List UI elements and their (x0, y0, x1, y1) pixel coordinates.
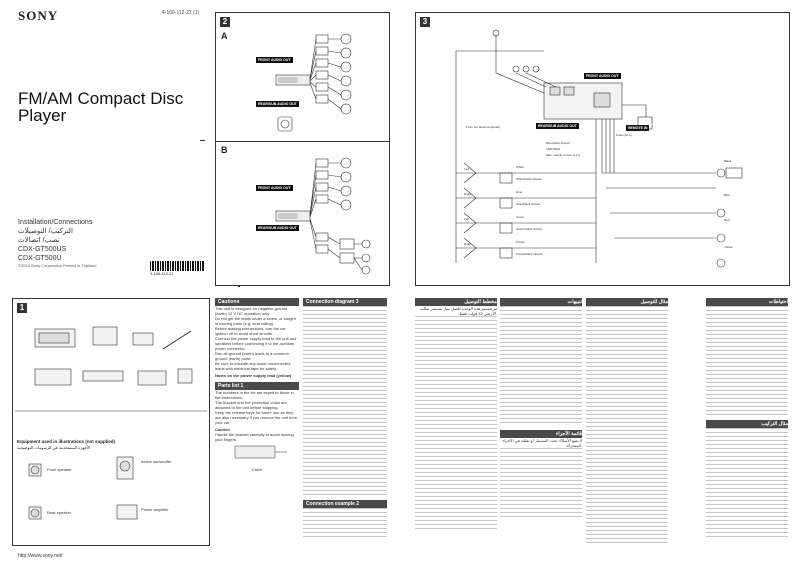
cautions-bullet-1: This unit is designed for negative ground (earth) 12 V DC operation only. (215, 306, 288, 316)
label-black: Black (724, 159, 732, 163)
col-cautions (215, 298, 299, 472)
ar-text-4 (586, 306, 668, 546)
product-title-text: FM/AM Compact Disc Player (18, 89, 184, 125)
product-title (18, 90, 193, 124)
ar-text-2 (500, 306, 582, 426)
panel-1-number: 1 (17, 303, 27, 313)
panel-2 (215, 12, 390, 286)
label-fuse: Fuse (10 A) (616, 133, 632, 137)
install-title: Installation/Connections (18, 219, 93, 226)
label-gray-black: Gray/black striped (516, 202, 541, 206)
barcode-number: 4-166-112-21 (150, 271, 174, 276)
connection-example-text (303, 508, 387, 538)
parts-list-label: Parts list (218, 383, 240, 389)
cautions-bullet-6: Be sure to insulate any loose unconnected leads with electrical tape for safety. (215, 361, 291, 371)
label-white: White (516, 165, 524, 169)
ar-text-1 (415, 316, 497, 531)
cautions-header: Cautions (215, 298, 299, 306)
brand-logo: SONY (18, 8, 59, 23)
ar-header-2: تنبيهات (500, 298, 582, 306)
ar-header-6: مثال التركيب (706, 420, 788, 428)
equipment-title-ar: الأجهزة المستخدمة في الرسومات التوضيحية (17, 445, 91, 450)
label-green: Green (516, 215, 525, 219)
caution-text: Handle the bracket carefully to avoid injuring your fingers. (215, 432, 294, 442)
tag-front-audio-out-b: FRONT AUDIO OUT (258, 186, 291, 190)
install-title-ar1: التركيب/ التوصيلات (18, 228, 73, 235)
label-red: Red (724, 218, 730, 222)
cut-mark (200, 140, 205, 141)
label-amp-rem: AMP REM (546, 147, 560, 151)
tag-rear-sub-audio-out-b: REAR/SUB AUDIO OUT (258, 226, 297, 230)
parts-bullet-1: The numbers in the list are keyed to those in the instructions. (215, 390, 294, 400)
cautions-bullet-5: Run all ground (earth) leads to a common ground (earth) point. (215, 351, 289, 361)
equip-rear-speaker: Rear speaker (47, 510, 72, 515)
model-2: CDX-GT500U (18, 255, 62, 262)
catch-label: Catch (251, 467, 263, 472)
label-right-1: Right (464, 192, 472, 196)
catch-drawing (215, 442, 299, 462)
tag-front-audio-out-a: FRONT AUDIO OUT (258, 58, 291, 62)
panel-3-number: 3 (420, 17, 430, 27)
doc-number: 4-166-112-21 (1) (162, 10, 200, 16)
tag-rear-sub-audio-out-a: REAR/SUB AUDIO OUT (258, 102, 297, 106)
panel-1 (12, 298, 210, 546)
panel-3 (415, 12, 790, 286)
parts-list-number: 1 (240, 383, 244, 389)
connection-diagram-text (303, 306, 387, 496)
col-ar-2 (500, 298, 582, 518)
label-white-black: White/black striped (516, 177, 542, 181)
col-ar-1 (415, 298, 497, 531)
label-purple: Purple (516, 240, 525, 244)
cautions-bullet-2: Do not get the leads under a screw, or caught in moving parts (e.g. seat railing). (215, 316, 296, 326)
panel-2-sub-b: B (221, 145, 228, 155)
connection-diagram-header (303, 298, 387, 306)
install-block (18, 218, 92, 263)
cautions-bullet-4: Connect the power supply lead to the unit and speakers before connecting it to the auxiliary power connector. (215, 336, 297, 351)
panel-1-drawing (13, 299, 209, 545)
panel-2-number: 2 (220, 17, 230, 27)
label-green-black: Green/black striped (516, 227, 543, 231)
ar-header-4: مثال للتوصيل (586, 298, 668, 306)
cautions-bullet-3: Before making connections, turn the car ignition off to avoid short circuits. (215, 326, 286, 336)
label-from-car-antenna: From car antenna (aerial) (466, 125, 500, 129)
tag-remote-in: REMOTE IN (628, 126, 648, 130)
equip-power-amplifier: Power amplifier (141, 507, 169, 512)
ar-text-6 (706, 428, 788, 538)
label-blue: Blue (724, 193, 731, 197)
ar-sample-1: تم تصميم هذه الوحدة للعمل بتيار مستمر سالب الأرضي 12 فولت فقط. (419, 306, 497, 316)
notes-heading: Notes on the power supply lead (yellow) (215, 373, 292, 378)
caution-heading: Caution (215, 427, 230, 432)
equipment-title: Equipment used in illustrations (not supplied) (17, 439, 116, 444)
ar-header-5: احتياطات (706, 298, 788, 306)
label-yellow: Yellow (724, 245, 733, 249)
label-left-2: Left (464, 217, 470, 221)
equip-active-subwoofer: Active subwoofer (141, 459, 172, 464)
panel-3-drawing (416, 13, 789, 285)
equip-front-speaker: Front speaker (47, 467, 72, 472)
sony-url: http://www.sony.net/ (18, 553, 63, 559)
col-connection (303, 298, 387, 538)
model-1: CDX-GT500US (18, 246, 67, 253)
parts-bullet-3: Keep the release keys for future use as they are also necessary if you remove the unit from your car. (215, 410, 298, 425)
panel-2-sub-a: A (221, 31, 228, 41)
connection-diagram-number: 3 (355, 299, 359, 305)
connection-example-label: Connection example (306, 501, 355, 507)
ar-text-5 (706, 306, 788, 416)
col-ar-3 (586, 298, 668, 546)
parts-bullet-2: The bracket and the protection collar are attached to the unit before shipping. (215, 400, 287, 410)
connection-example-number: 2 (356, 501, 360, 507)
label-right-2: Right (464, 242, 472, 246)
ar-sample-2: لا تضع الأسلاك تحت المسمار أو تعلقه في الأجزاء المتحركة. (502, 438, 582, 448)
label-gray: Gray (516, 190, 523, 194)
col-ar-4 (706, 298, 788, 538)
label-max-supply: Max. supply current 0.1 A (546, 153, 580, 157)
label-purple-black: Purple/black striped (516, 252, 543, 256)
ar-text-3 (500, 448, 582, 518)
ar-header-1: مخطط التوصيل (415, 298, 497, 306)
connection-diagram-label: Connection diagram (306, 299, 355, 305)
label-left-1: Left (464, 167, 470, 171)
install-title-ar2: نصب/ اتصالات (18, 237, 60, 244)
barcode (150, 261, 204, 271)
connection-example-header (303, 500, 387, 508)
copyright: ©2010 Sony Corporation Printed in Thailand (18, 263, 97, 268)
panel-2-drawing (216, 13, 389, 285)
tag-rear-sub-audio-out: REAR/SUB AUDIO OUT (538, 124, 577, 128)
tag-front-audio-out: FRONT AUDIO OUT (586, 74, 619, 78)
parts-list-header (215, 382, 299, 390)
ar-header-3: قائمة الأجزاء (500, 430, 582, 438)
label-blue-white: Blue/white striped (546, 141, 570, 145)
